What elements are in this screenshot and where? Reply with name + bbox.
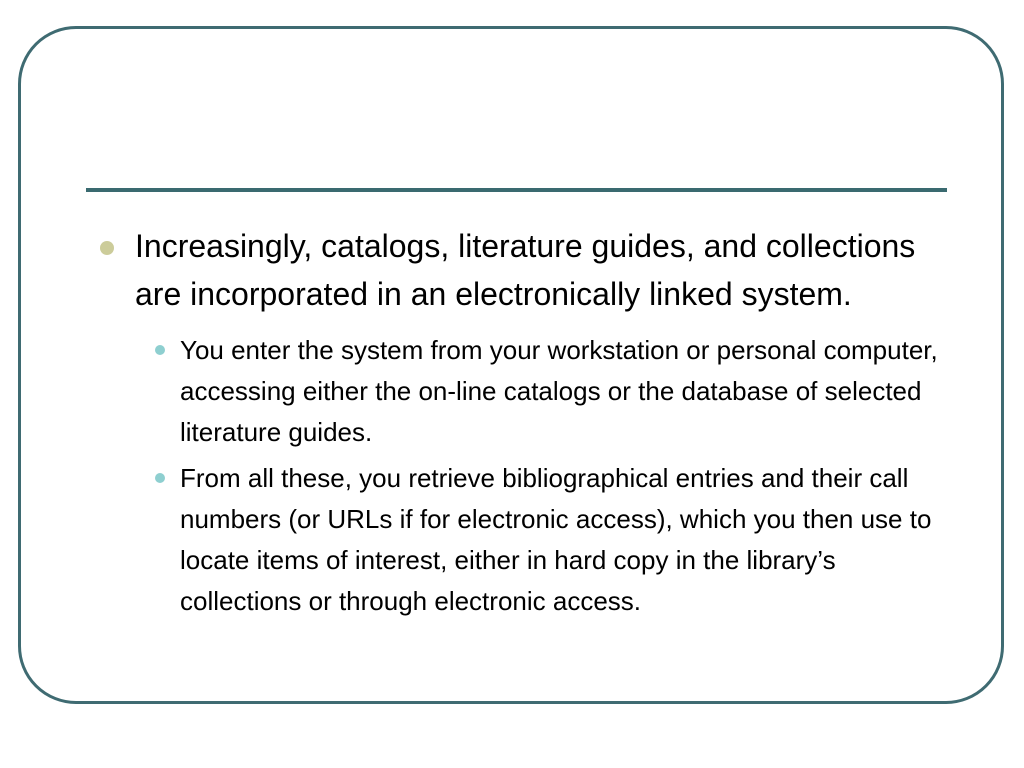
sub-bullet-dot-icon [155,345,165,355]
title-divider [86,188,947,192]
sub-bullet-list [100,330,960,622]
slide-content [100,222,960,627]
sub-bullet-dot-icon [155,473,165,483]
bullet-item [100,222,960,318]
sub-bullet-item [155,458,960,622]
bullet-dot-icon [100,241,114,255]
sub-bullet-text: You enter the system from your workstation or personal computer, accessing either the on-line catalogs or the database of selected literature guides. [180,335,938,447]
bullet-text: Increasingly, catalogs, literature guides, and collections are incorporated in an electronically linked system. [135,228,916,312]
sub-bullet-text: From all these, you retrieve bibliographical entries and their call numbers (or URLs if for electronic access), which you then use to locate items of interest, either in hard copy in the library’s collections or through electronic access. [180,463,932,616]
sub-bullet-item [155,330,960,453]
